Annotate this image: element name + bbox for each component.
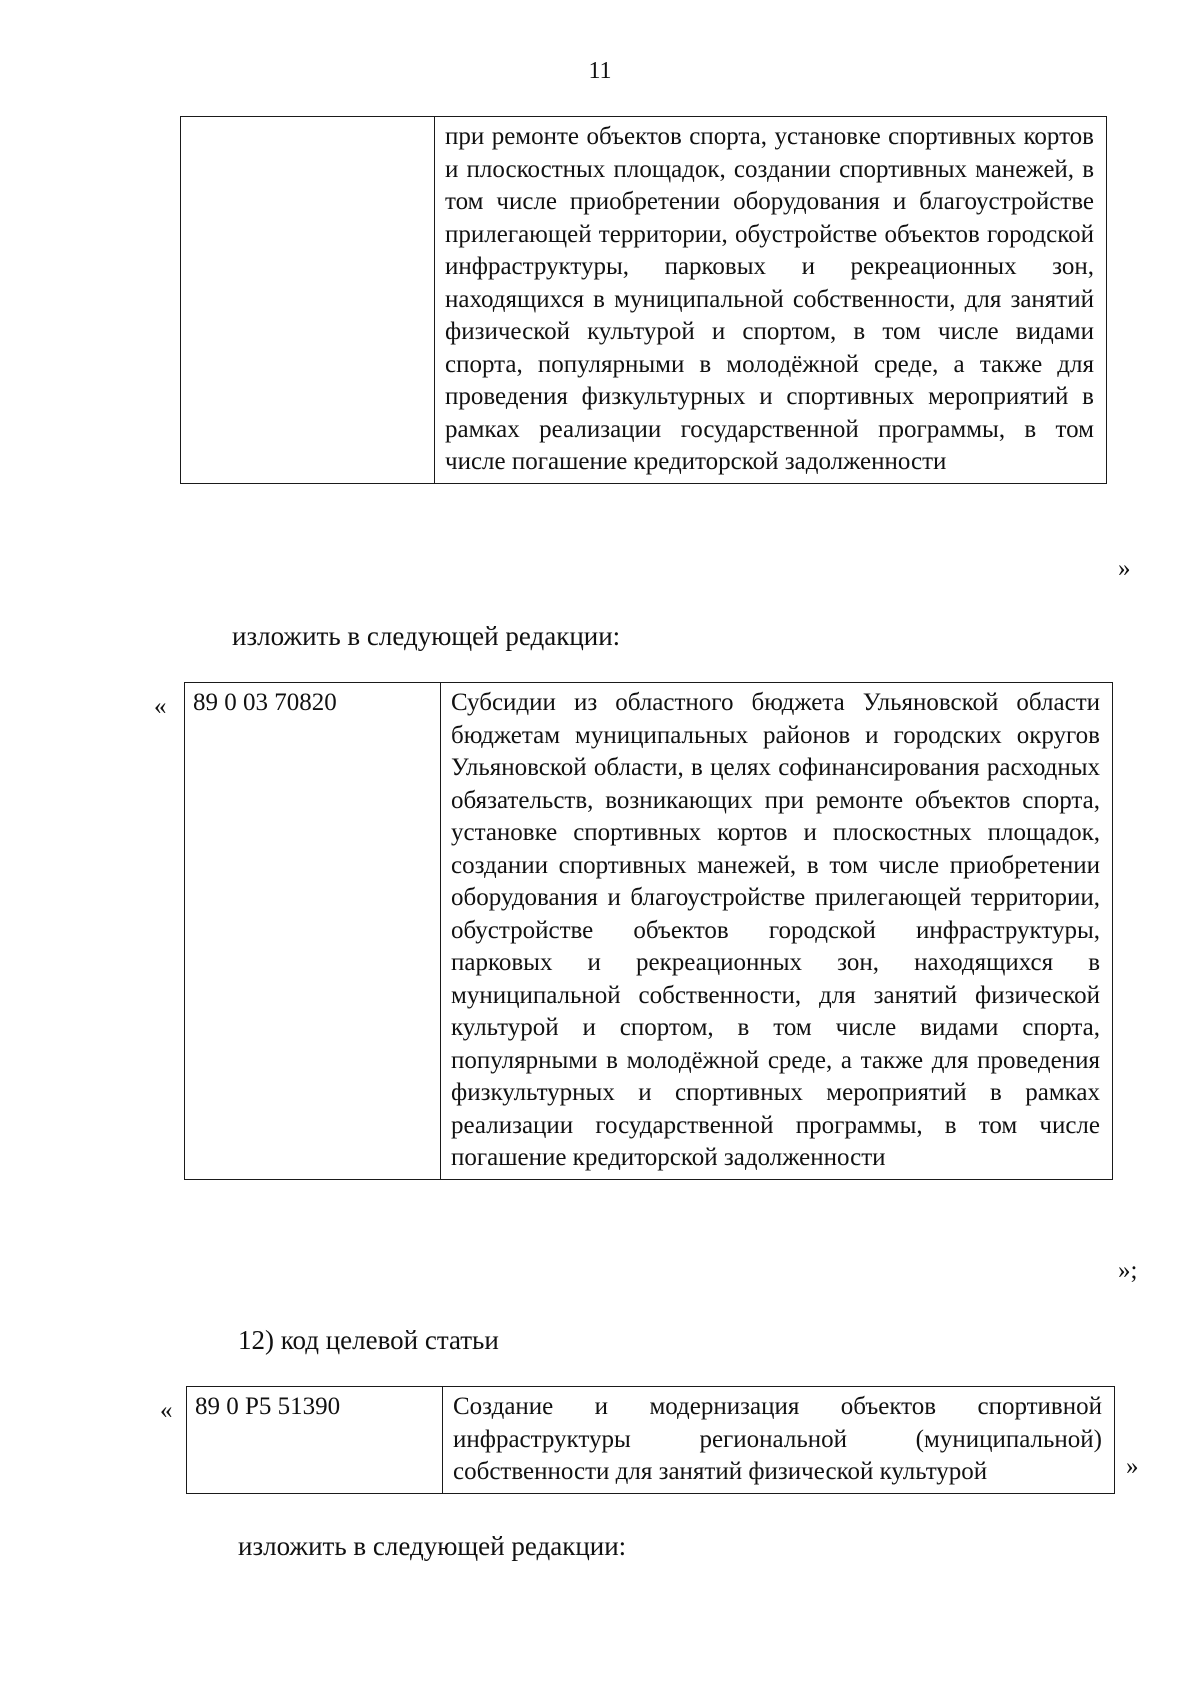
table-row: [185, 683, 1113, 1180]
target-article-code: 89 0 P5 51390: [187, 1387, 443, 1494]
target-article-code: [181, 117, 435, 484]
target-article-description: Создание и модернизация объектов спортивной инфраструктуры региональной (муниципальной) собственности для занятий физической культурой: [443, 1387, 1115, 1494]
target-article-code: 89 0 03 70820: [185, 683, 441, 1180]
target-article-description: при ремонте объектов спорта, установке спортивных кортов и плоскостных площадок, создании спортивных манежей, в том числе приобретении оборудования и благоустройстве прилегающей территории, обустройстве объектов городской инфраструктуры, парковых и рекреационных зон, находящихся в муниципальной собственности, для занятий физической культурой и спортом, в том числе видами спорта, популярными в молодёжной среде, а также для проведения физкультурных и спортивных мероприятий в рамках реализации государственной программы, в том числе погашение кредиторской задолженности: [435, 117, 1107, 484]
paragraph-item-12: 12) код целевой статьи: [238, 1325, 499, 1355]
closing-quote: »: [1118, 555, 1131, 582]
table-new-wording: [184, 682, 1113, 1180]
closing-quote: »;: [1118, 1257, 1138, 1284]
table-row: [187, 1387, 1115, 1494]
paragraph-new-wording: изложить в следующей редакции:: [232, 621, 621, 651]
opening-quote: «: [154, 693, 167, 720]
page-number: 11: [588, 58, 612, 84]
target-article-description: Субсидии из областного бюджета Ульяновской области бюджетам муниципальных районов и городских округов Ульяновской области, в целях софинансирования расходных обязательств, возникающих при ремонте объектов спорта, установке спортивных кортов и плоскостных площадок, создании спортивных манежей, в том числе приобретении оборудования и благоустройстве прилегающей территории, обустройстве объектов городской инфраструктуры, парковых и рекреационных зон, находящихся в муниципальной собственности, для занятий физической культурой и спортом, в том числе видами спорта, популярными в молодёжной среде, а также для проведения физкультурных и спортивных мероприятий в рамках реализации государственной программы, в том числе погашение кредиторской задолженности: [441, 683, 1113, 1180]
table-row: [181, 117, 1107, 484]
table-item-12: [186, 1386, 1115, 1494]
table-continuation: [180, 116, 1107, 484]
opening-quote: «: [160, 1397, 173, 1424]
paragraph-new-wording-2: изложить в следующей редакции:: [238, 1531, 627, 1561]
closing-quote: »: [1126, 1453, 1139, 1480]
